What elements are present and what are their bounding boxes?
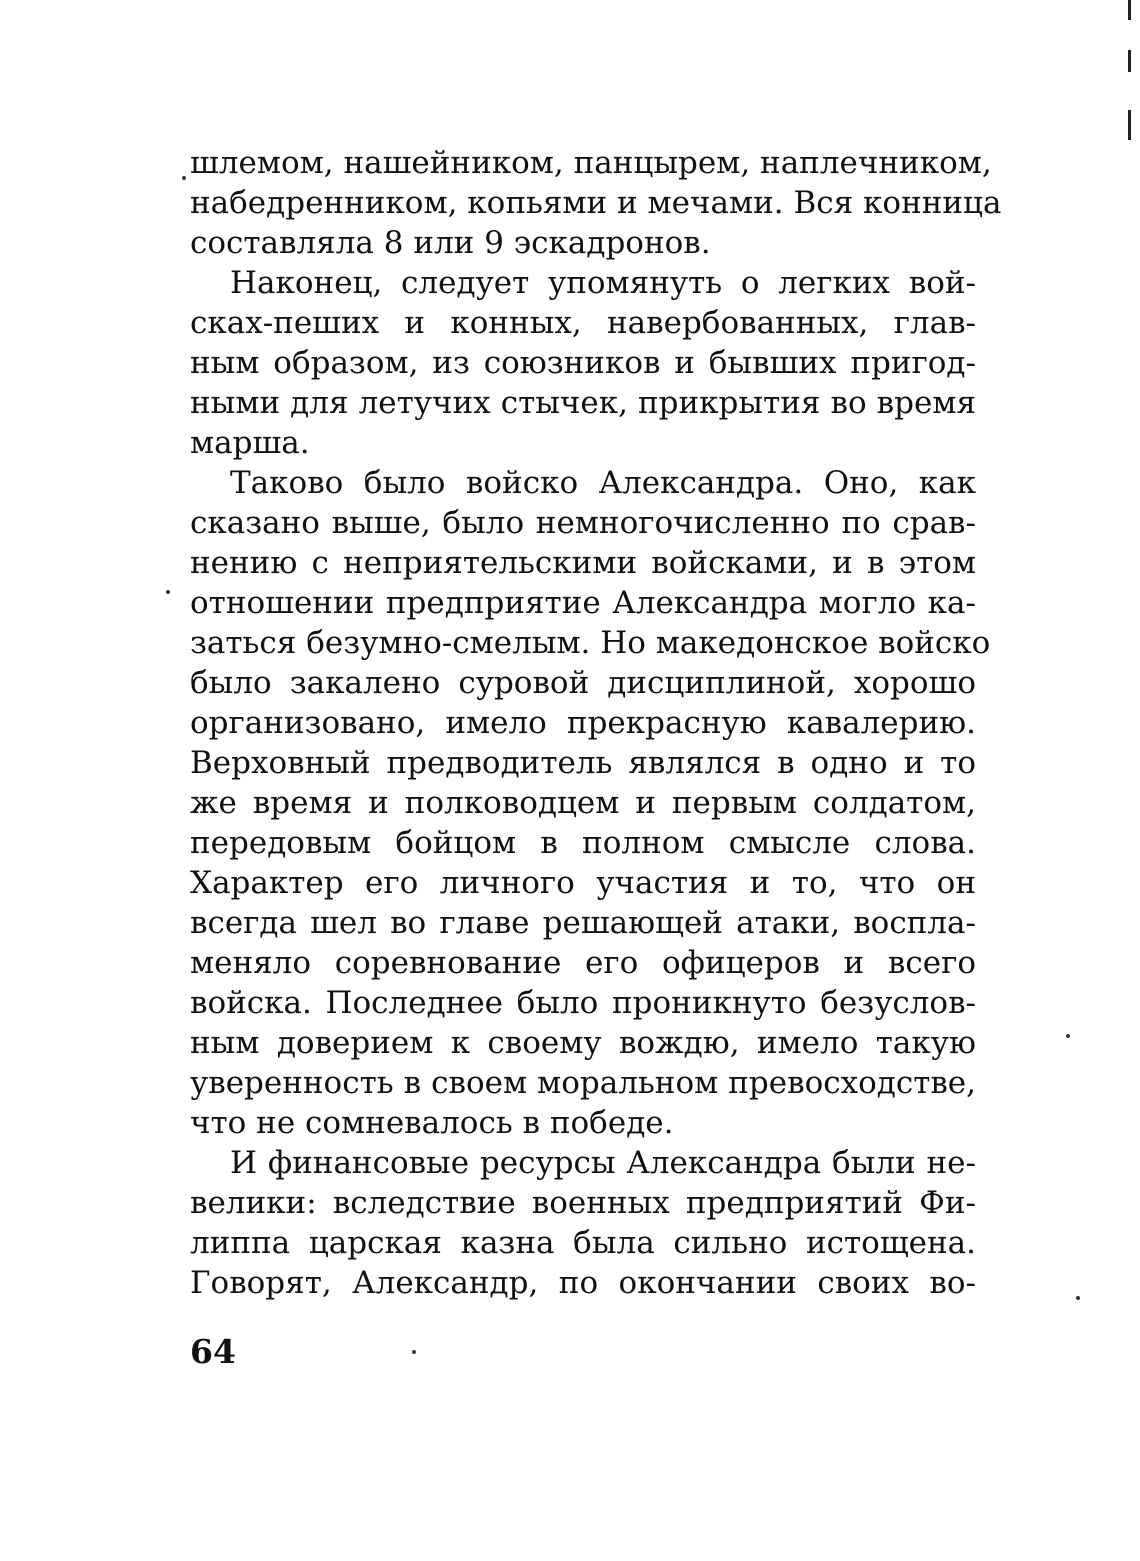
text-line: составляла 8 или 9 эскадронов. <box>190 225 711 261</box>
text-line: Верховный предводитель являлся в одно и то <box>190 745 976 781</box>
text-line: передовым бойцом в полном смысле слова. <box>190 825 976 861</box>
text-line: набедренником, копьями и мечами. Вся конница <box>190 185 1002 221</box>
print-speck <box>1076 1296 1080 1300</box>
text-line: организовано, имело прекрасную кавалерию. <box>190 705 976 741</box>
text-line: отношении предприятие Александра могло ка- <box>190 585 976 621</box>
page-number: 64 <box>190 1332 236 1371</box>
text-line: войска. Последнее было проникнуто безуслов- <box>190 985 976 1021</box>
text-line: заться безумно-смелым. Но македонское войско <box>190 625 991 661</box>
text-line: шлемом, нашейником, панцырем, наплечником, <box>190 145 992 181</box>
text-line: марша. <box>190 425 310 461</box>
text-line: Характер его личного участия и то, что он <box>190 865 976 901</box>
text-line: меняло соревнование его офицеров и всего <box>190 945 976 981</box>
print-speck <box>1066 1034 1070 1038</box>
text-line: нению с неприятельскими войсками, и в этом <box>190 545 976 581</box>
text-line: велики: вследствие военных предприятий Фи- <box>190 1185 976 1221</box>
text-line: ными для летучих стычек, прикрытия во время <box>190 385 976 421</box>
text-line: всегда шел во главе решающей атаки, воспла- <box>190 905 976 941</box>
text-line: ным образом, из союзников и бывших пригод- <box>190 345 976 381</box>
print-speck <box>412 1350 416 1354</box>
text-line: ным доверием к своему вождю, имело такую <box>190 1025 976 1061</box>
text-line: что не сомневалось в победе. <box>190 1105 674 1141</box>
text-line: было закалено суровой дисциплиной, хорошо <box>190 665 976 701</box>
text-line: же время и полководцем и первым солдатом, <box>190 785 976 821</box>
text-line: уверенность в своем моральном превосходстве, <box>190 1065 976 1101</box>
text-line: И финансовые ресурсы Александра были не- <box>230 1145 976 1181</box>
text-line: сказано выше, было немногочисленно по срав- <box>190 505 976 541</box>
page-edge-mark <box>1128 0 1131 20</box>
print-speck <box>166 590 170 594</box>
text-line: Говорят, Александр, по окончании своих во- <box>190 1265 976 1301</box>
text-line: Наконец, следует упомянуть о легких вой- <box>230 265 976 301</box>
text-line: Таково было войско Александра. Оно, как <box>230 465 976 501</box>
text-line: сках-пеших и конных, навербованных, глав- <box>190 305 976 341</box>
page-edge-mark <box>1128 110 1131 140</box>
page-edge-mark <box>1128 50 1131 72</box>
text-line: липпа царская казна была сильно истощена. <box>190 1225 976 1261</box>
print-speck <box>182 176 186 180</box>
body-text <box>190 143 1002 1303</box>
